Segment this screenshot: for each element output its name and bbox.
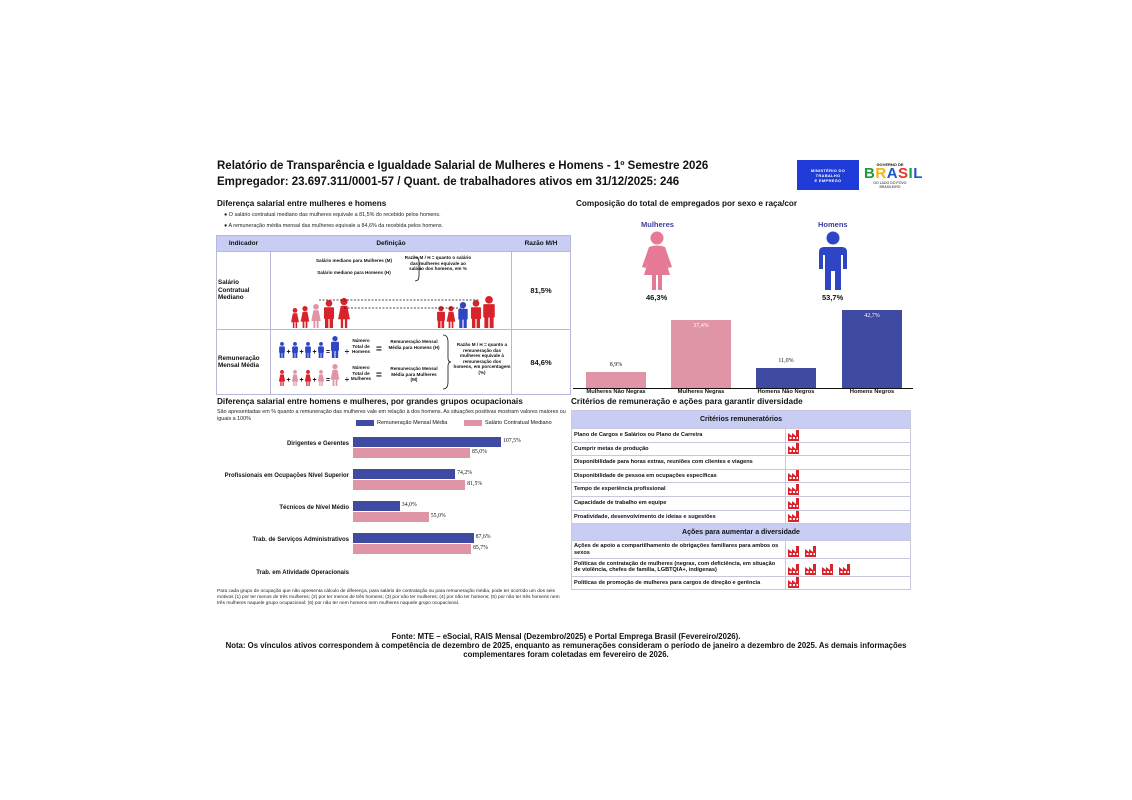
salary-diff-title: Diferença salarial entre mulheres e homens xyxy=(217,199,387,208)
factory-icon xyxy=(788,430,801,441)
category-label: Homens Não Negros xyxy=(757,389,815,395)
category-label: Trab. de Serviços Administrativos xyxy=(252,537,349,543)
man-figure xyxy=(483,296,495,328)
category-label: Técnicos de Nível Médio xyxy=(279,505,349,511)
criteria-section-header: Critérios remuneratórios xyxy=(572,411,910,428)
criterion-icons xyxy=(786,497,910,510)
factory-icon xyxy=(822,564,835,575)
occupational-description: São apresentadas em % quanto a remuneração das mulheres vale em relação à dos homens. As situações positivas mostram valores maiores ou iguais a 100% xyxy=(217,409,566,422)
divide-sign: ÷ xyxy=(344,347,350,356)
plus-sign: + xyxy=(312,377,317,384)
plus-sign: + xyxy=(312,349,317,356)
criterion-icons xyxy=(786,559,910,576)
category-label: Mulheres Negras xyxy=(677,389,725,395)
bar xyxy=(842,310,902,388)
woman-figure xyxy=(311,304,321,328)
data-label: 74,2% xyxy=(457,470,473,476)
definition-remuneracao: + + + + + + = = ÷ ÷ Número Total de Homens Número Total de Mulheres = = Remuneração Mensal Média para Homens (H) Remuneração Mensal Média para Mulheres (M) Razão M / H = quanto a remuneração das mulheres equivale à remuneração dos homens, em porcentagem (%) xyxy=(270,330,512,394)
plus-sign: + xyxy=(299,349,304,356)
data-label: 107,5% xyxy=(503,438,521,444)
indicator-table xyxy=(216,235,571,395)
man-figure xyxy=(437,306,445,328)
composition-title: Composição do total de empregados por sexo e raça/cor xyxy=(576,199,798,208)
table-row xyxy=(572,558,910,576)
man-figure xyxy=(279,342,285,358)
bar xyxy=(353,469,455,479)
woman-figure xyxy=(318,370,324,386)
people-count-illustration xyxy=(277,336,352,390)
criterion-icons xyxy=(786,511,910,524)
plus-sign: + xyxy=(286,349,291,356)
data-label: 34,0% xyxy=(401,502,417,508)
factory-icon xyxy=(788,484,801,495)
man-figure xyxy=(471,300,481,328)
category-label: Profissionais em Ocupações Nível Superior xyxy=(224,473,349,479)
legend-salario: Salário Contratual Mediano xyxy=(464,420,552,426)
factory-icon xyxy=(788,564,801,575)
criteria-title: Critérios de remuneração e ações para garantir diversidade xyxy=(571,397,803,406)
criterion-label: Políticas de promoção de mulheres para cargos de direção e gerência xyxy=(572,577,786,590)
table-row xyxy=(572,469,910,483)
woman-figure xyxy=(279,370,285,386)
woman-figure xyxy=(301,306,310,328)
report-title: Relatório de Transparência e Igualdade Salarial de Mulheres e Homens - 1º Semestre 2026 xyxy=(217,160,709,172)
data-label: 85,7% xyxy=(472,545,488,551)
factory-icon xyxy=(805,546,818,557)
man-icon xyxy=(816,231,850,291)
brasil-wordmark: BRASIL xyxy=(864,165,923,182)
table-row: Remuneração Mensal Média + + + + + + = = ÷ ÷ Número Total de Homens Número Total de Mulheres = = Remuneração Mensal Média para Homens (H) Remuneração Mensal Média para Mulheres (M) Razão M / H = quanto a remuneração das mulheres equivale à remuneração dos homens, em porcentagem (%) 84,6% xyxy=(217,329,570,394)
table-row xyxy=(572,442,910,456)
category-label: Homens Negros xyxy=(849,389,895,395)
factory-icon xyxy=(788,577,801,588)
man-figure xyxy=(331,336,339,358)
bar xyxy=(756,368,816,388)
woman-figure xyxy=(291,308,299,328)
brace-icon xyxy=(441,334,451,390)
woman-figure xyxy=(338,298,350,328)
criterion-label: Proatividade, desenvolvimento de ideias e sugestões xyxy=(572,511,786,524)
data-label: 8,9% xyxy=(609,361,623,368)
data-label: 55,0% xyxy=(430,513,446,519)
criterion-icons xyxy=(786,429,910,442)
woman-figure xyxy=(292,370,298,386)
category-label: Mulheres Não Negras xyxy=(586,389,646,395)
factory-icon xyxy=(788,443,801,454)
data-label: 42,7% xyxy=(864,313,880,319)
bar xyxy=(671,320,731,388)
data-label: 87,6% xyxy=(475,534,491,540)
woman-figure xyxy=(305,370,311,386)
equals-sign: = xyxy=(376,344,382,355)
criterion-icons xyxy=(786,577,910,590)
plus-sign: + xyxy=(299,377,304,384)
criterion-icons xyxy=(786,443,910,456)
table-row xyxy=(572,510,910,524)
criterion-icons xyxy=(786,541,910,558)
bullet-2: ● A remuneração média mensal das mulheres equivale a 84,6% da recebida pelos homens. xyxy=(224,223,444,229)
diversity-section-header: Ações para aumentar a diversidade xyxy=(572,523,910,540)
criterion-label: Disponibilidade de pessoa em ocupações específicas xyxy=(572,470,786,483)
employer-line: Empregador: 23.697.311/0001-57 / Quant. de trabalhadores ativos em 31/12/2025: 246 xyxy=(217,176,680,188)
equals-sign: = xyxy=(325,349,331,356)
men-label: Homens xyxy=(818,220,848,229)
legend-swatch xyxy=(356,420,374,426)
category-label: Dirigentes e Gerentes xyxy=(286,441,349,447)
indicator-table-header: Indicador Definição Razão M/H xyxy=(217,236,570,251)
bullet-1: ● O salário contratual mediano das mulheres equivale a 81,5% do recebido pelos homens. xyxy=(224,212,441,218)
criterion-label: Ações de apoio a compartilhamento de obrigações familiares para ambos os sexos xyxy=(572,541,786,558)
criterion-icons xyxy=(786,470,910,483)
factory-icon xyxy=(788,511,801,522)
category-label: Trab. em Atividade Operacionais xyxy=(256,570,349,576)
table-row: Salário Contratual Mediano Salário mediano para Mulheres (M) Salário mediano para Homens (H) Razão M / H = quanto o salário das mulheres equivale ao salário dos homens, em % 81,5% xyxy=(217,251,570,329)
diversity-rows xyxy=(572,540,910,589)
woman-figure xyxy=(447,306,456,328)
data-label: 81,5% xyxy=(467,481,483,487)
data-label: 11,0% xyxy=(778,357,794,364)
factory-icon xyxy=(788,546,801,557)
table-row xyxy=(572,455,910,469)
source-note: Fonte: MTE – eSocial, RAIS Mensal (Dezembro/2025) e Portal Emprega Brasil (Fevereiro/2026). Nota: Os vínculos ativos correspondem à competência de dezembro de 2025, enquanto as remunerações consideram o período de janeiro a dezembro de 2025. As demais informações complementares foram coletadas em fevereiro de 2026. xyxy=(225,632,907,659)
table-row xyxy=(572,428,910,442)
men-percent: 53,7% xyxy=(822,293,844,302)
table-row xyxy=(572,540,910,558)
table-row xyxy=(572,576,910,590)
factory-icon xyxy=(788,498,801,509)
bar xyxy=(353,501,400,511)
bar xyxy=(353,512,429,522)
bar xyxy=(353,544,471,554)
factory-icon xyxy=(788,470,801,481)
bar xyxy=(586,372,646,388)
criterion-label: Cumprir metas de produção xyxy=(572,443,786,456)
criterion-label: Capacidade de trabalho em equipe xyxy=(572,497,786,510)
divide-sign: ÷ xyxy=(344,375,350,384)
people-salary-illustration xyxy=(289,296,509,330)
man-figure xyxy=(324,300,334,328)
criterion-icons xyxy=(786,483,910,496)
gov-brasil-logo: GOVERNO DE BRASIL DO LADO DO POVO BRASILEIRO xyxy=(864,162,923,189)
bar xyxy=(353,533,474,543)
criterion-icons xyxy=(786,456,910,469)
criterion-label: Tempo de experiência profissional xyxy=(572,483,786,496)
bar xyxy=(353,448,470,458)
factory-icon xyxy=(805,564,818,575)
man-figure xyxy=(318,342,324,358)
data-label: 37,4% xyxy=(693,322,709,329)
equals-sign: = xyxy=(376,370,382,381)
man-figure xyxy=(458,302,467,328)
woman-icon xyxy=(640,231,674,291)
criterion-label: Plano de Cargos e Salários ou Plano de Carreira xyxy=(572,429,786,442)
women-percent: 46,3% xyxy=(646,293,668,302)
criteria-rows xyxy=(572,428,910,523)
man-figure xyxy=(305,342,311,358)
occupational-footnote: Para cada grupo de ocupação que não apresenta cálculo de diferença, para salário de contratação ou para remuneração média, pode ter ocorrido um dos seis motivos (1) por ter menos de três mulheres; (2) por ter menos de três homens; (3) por não ter mulheres; (4) por não ter homens; (5) por não ter três homens nem três mulheres naquele grupo ocupacional; (6) por não ter nem homens nem mulheres naquele grupo ocupacional. xyxy=(217,589,560,606)
man-figure xyxy=(292,342,298,358)
woman-figure xyxy=(331,364,340,386)
table-row xyxy=(572,496,910,510)
women-label: Mulheres xyxy=(641,220,674,229)
plus-sign: + xyxy=(286,377,291,384)
criterion-label: Políticas de contratação de mulheres (negras, com deficiência, em situação de violência, chefes de família, LGBTQIA+, indígenas) xyxy=(572,559,786,576)
data-label: 85,0% xyxy=(472,449,487,455)
occupational-title: Diferença salarial entre homens e mulheres, por grandes grupos ocupacionais xyxy=(217,397,523,406)
equals-sign: = xyxy=(325,377,331,384)
bar xyxy=(353,480,465,490)
criterion-label: Disponibilidade para horas extras, reuniões com clientes e viagens xyxy=(572,456,786,469)
mte-logo: MINISTÉRIO DO TRABALHO E EMPREGO xyxy=(797,160,859,190)
legend-swatch xyxy=(464,420,482,426)
factory-icon xyxy=(839,564,852,575)
bar xyxy=(353,437,501,447)
table-row xyxy=(572,482,910,496)
definition-salario: Salário mediano para Mulheres (M) Salário mediano para Homens (H) Razão M / H = quanto o salário das mulheres equivale ao salário dos homens, em % xyxy=(270,252,512,329)
legend-remuneracao: Remuneração Mensal Média xyxy=(356,420,447,426)
criteria-table xyxy=(571,410,911,590)
